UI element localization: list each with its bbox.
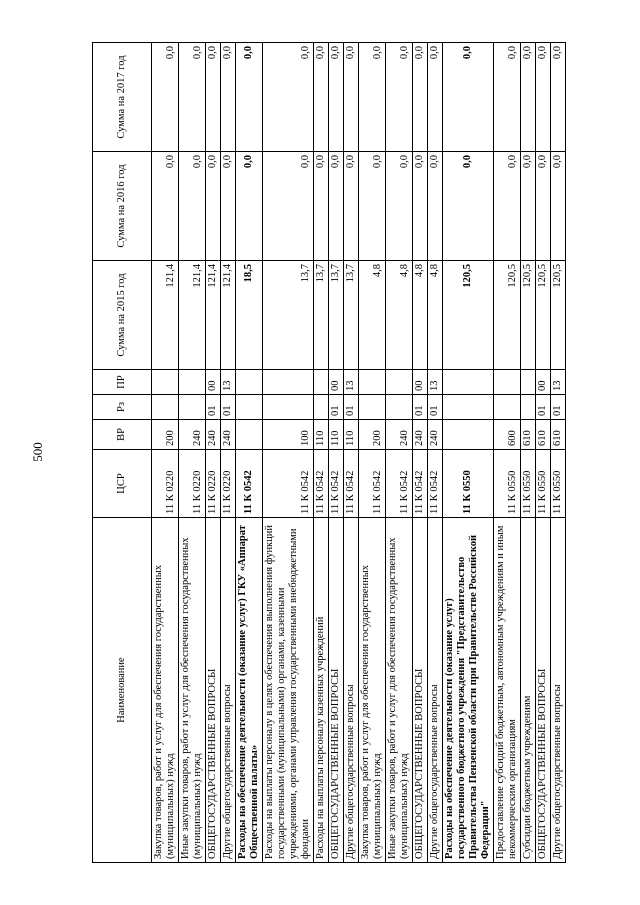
table-row (206, 43, 221, 863)
cell-pr (494, 370, 521, 395)
cell-csr: 11 К 0550 (443, 450, 494, 518)
cell-csr: 11 К 0550 (494, 450, 521, 518)
cell-sum-2017: 0,0 (236, 43, 263, 152)
cell-csr: 11 К 0220 (206, 450, 221, 518)
cell-sum-2015: 120,5 (536, 261, 551, 370)
cell-name: Закупка товаров, работ и услуг для обеспечения государственных (муниципальных) нужд (152, 518, 179, 863)
cell-sum-2017: 0,0 (386, 43, 413, 152)
cell-vr (236, 420, 263, 450)
cell-sum-2015: 120,5 (551, 261, 566, 370)
cell-vr: 100 (263, 420, 314, 450)
cell-csr: 11 К 0550 (536, 450, 551, 518)
cell-sum-2016: 0,0 (179, 152, 206, 261)
cell-sum-2015: 120,5 (443, 261, 494, 370)
cell-sum-2017: 0,0 (494, 43, 521, 152)
cell-name: ОБЩЕГОСУДАРСТВЕННЫЕ ВОПРОСЫ (329, 518, 344, 863)
cell-vr: 200 (152, 420, 179, 450)
table-row (443, 43, 494, 863)
cell-sum-2016: 0,0 (263, 152, 314, 261)
cell-csr: 11 К 0542 (413, 450, 428, 518)
cell-sum-2017: 0,0 (329, 43, 344, 152)
cell-name: Другие общегосударственные вопросы (221, 518, 236, 863)
cell-sum-2015: 4,8 (413, 261, 428, 370)
cell-csr: 11 К 0220 (152, 450, 179, 518)
cell-sum-2016: 0,0 (428, 152, 443, 261)
cell-vr: 240 (206, 420, 221, 450)
cell-sum-2015: 13,7 (314, 261, 329, 370)
cell-pr (443, 370, 494, 395)
table-row (386, 43, 413, 863)
cell-sum-2017: 0,0 (551, 43, 566, 152)
cell-rz: 01 (413, 395, 428, 420)
cell-csr: 11 К 0220 (179, 450, 206, 518)
cell-csr: 11 К 0542 (359, 450, 386, 518)
cell-sum-2016: 0,0 (521, 152, 536, 261)
cell-vr (443, 420, 494, 450)
cell-sum-2017: 0,0 (521, 43, 536, 152)
cell-csr: 11 К 0542 (428, 450, 443, 518)
cell-sum-2016: 0,0 (494, 152, 521, 261)
table-row (329, 43, 344, 863)
table-row (413, 43, 428, 863)
cell-vr: 110 (314, 420, 329, 450)
cell-rz (152, 395, 179, 420)
cell-rz: 01 (344, 395, 359, 420)
cell-sum-2017: 0,0 (344, 43, 359, 152)
header-sum-2016: Сумма на 2016 год (93, 152, 152, 261)
cell-name: Другие общегосударственные вопросы (428, 518, 443, 863)
table-row (344, 43, 359, 863)
cell-vr: 240 (386, 420, 413, 450)
cell-rz (521, 395, 536, 420)
header-sum-2017: Сумма на 2017 год (93, 43, 152, 152)
cell-sum-2017: 0,0 (152, 43, 179, 152)
cell-sum-2015: 4,8 (359, 261, 386, 370)
cell-sum-2017: 0,0 (443, 43, 494, 152)
cell-vr: 110 (329, 420, 344, 450)
cell-sum-2017: 0,0 (359, 43, 386, 152)
cell-sum-2015: 13,7 (329, 261, 344, 370)
cell-sum-2017: 0,0 (263, 43, 314, 152)
cell-sum-2015: 120,5 (521, 261, 536, 370)
cell-csr: 11 К 0542 (236, 450, 263, 518)
cell-sum-2017: 0,0 (413, 43, 428, 152)
cell-name: Иные закупки товаров, работ и услуг для обеспечения государственных (муниципальных) нужд (386, 518, 413, 863)
cell-pr: 00 (413, 370, 428, 395)
table-body (152, 43, 566, 863)
cell-sum-2017: 0,0 (536, 43, 551, 152)
cell-name: Предоставление субсидий бюджетным, автономным учреждениям и иным некоммерческим организациям (494, 518, 521, 863)
cell-vr: 600 (494, 420, 521, 450)
cell-pr: 13 (344, 370, 359, 395)
cell-pr (314, 370, 329, 395)
cell-sum-2017: 0,0 (179, 43, 206, 152)
cell-sum-2015: 13,7 (263, 261, 314, 370)
table-row (521, 43, 536, 863)
cell-vr: 240 (179, 420, 206, 450)
cell-pr: 13 (221, 370, 236, 395)
cell-name: Расходы на обеспечение деятельности (оказание услуг) ГКУ «Аппарат Общественной палаты» (236, 518, 263, 863)
cell-vr: 610 (521, 420, 536, 450)
header-name: Наименование (93, 518, 152, 863)
table-row (359, 43, 386, 863)
page-number: 500 (30, 442, 45, 462)
cell-rz (236, 395, 263, 420)
cell-sum-2016: 0,0 (413, 152, 428, 261)
cell-vr: 240 (221, 420, 236, 450)
cell-csr: 11 К 0542 (329, 450, 344, 518)
cell-name: ОБЩЕГОСУДАРСТВЕННЫЕ ВОПРОСЫ (536, 518, 551, 863)
cell-rz (179, 395, 206, 420)
cell-sum-2016: 0,0 (329, 152, 344, 261)
cell-pr (179, 370, 206, 395)
cell-csr: 11 К 0220 (221, 450, 236, 518)
cell-csr: 11 К 0550 (551, 450, 566, 518)
cell-name: ОБЩЕГОСУДАРСТВЕННЫЕ ВОПРОСЫ (413, 518, 428, 863)
table-row (551, 43, 566, 863)
cell-name: Другие общегосударственные вопросы (344, 518, 359, 863)
cell-rz: 01 (536, 395, 551, 420)
cell-sum-2015: 13,7 (344, 261, 359, 370)
table-row (536, 43, 551, 863)
cell-pr (521, 370, 536, 395)
cell-pr (386, 370, 413, 395)
header-csr: ЦСР (93, 450, 152, 518)
table-row (428, 43, 443, 863)
table-row (221, 43, 236, 863)
cell-name: Другие общегосударственные вопросы (551, 518, 566, 863)
budget-table (92, 42, 566, 863)
cell-sum-2015: 18,5 (236, 261, 263, 370)
cell-csr: 11 К 0550 (521, 450, 536, 518)
cell-vr: 610 (551, 420, 566, 450)
header-sum-2015: Сумма на 2015 год (93, 261, 152, 370)
cell-csr: 11 К 0542 (386, 450, 413, 518)
cell-pr (359, 370, 386, 395)
table-row (314, 43, 329, 863)
cell-name: Закупка товаров, работ и услуг для обеспечения государственных (муниципальных) нужд (359, 518, 386, 863)
table-row (152, 43, 179, 863)
cell-csr: 11 К 0542 (263, 450, 314, 518)
cell-sum-2017: 0,0 (206, 43, 221, 152)
cell-sum-2016: 0,0 (221, 152, 236, 261)
cell-rz (314, 395, 329, 420)
cell-rz (386, 395, 413, 420)
cell-sum-2016: 0,0 (206, 152, 221, 261)
table-row (236, 43, 263, 863)
cell-vr: 110 (344, 420, 359, 450)
cell-sum-2016: 0,0 (152, 152, 179, 261)
cell-sum-2015: 121,4 (221, 261, 236, 370)
cell-sum-2016: 0,0 (359, 152, 386, 261)
cell-pr: 00 (536, 370, 551, 395)
cell-vr: 240 (413, 420, 428, 450)
cell-rz (443, 395, 494, 420)
cell-sum-2016: 0,0 (236, 152, 263, 261)
cell-pr (152, 370, 179, 395)
cell-vr: 240 (428, 420, 443, 450)
cell-pr (236, 370, 263, 395)
cell-vr: 200 (359, 420, 386, 450)
cell-sum-2015: 4,8 (428, 261, 443, 370)
cell-rz (359, 395, 386, 420)
cell-sum-2015: 4,8 (386, 261, 413, 370)
cell-sum-2015: 120,5 (494, 261, 521, 370)
cell-pr: 13 (428, 370, 443, 395)
cell-sum-2016: 0,0 (386, 152, 413, 261)
header-rz: Рз (93, 395, 152, 420)
table-row (494, 43, 521, 863)
cell-sum-2015: 121,4 (206, 261, 221, 370)
cell-vr: 610 (536, 420, 551, 450)
cell-name: Субсидии бюджетным учреждениям (521, 518, 536, 863)
table-header-row (93, 43, 152, 863)
cell-name: Расходы на выплаты персоналу в целях обеспечения выполнения функций государственными (муниципальными) органами, казенными учреждениями, органами управления государственными внебюджетными фондами (263, 518, 314, 863)
cell-pr: 00 (329, 370, 344, 395)
cell-sum-2015: 121,4 (152, 261, 179, 370)
cell-pr (263, 370, 314, 395)
cell-sum-2017: 0,0 (314, 43, 329, 152)
cell-name: Иные закупки товаров, работ и услуг для обеспечения государственных (муниципальных) нужд (179, 518, 206, 863)
cell-name: ОБЩЕГОСУДАРСТВЕННЫЕ ВОПРОСЫ (206, 518, 221, 863)
cell-name: Расходы на выплаты персоналу казенных учреждений (314, 518, 329, 863)
cell-rz: 01 (428, 395, 443, 420)
cell-sum-2017: 0,0 (428, 43, 443, 152)
cell-name: Расходы на обеспечение деятельности (оказание услуг) государственного бюджетного учреждения "Представительство Правительства Пензенской области при Правительстве Российской Федерации" (443, 518, 494, 863)
cell-pr: 13 (551, 370, 566, 395)
cell-rz (263, 395, 314, 420)
header-vr: ВР (93, 420, 152, 450)
cell-sum-2016: 0,0 (344, 152, 359, 261)
cell-sum-2016: 0,0 (314, 152, 329, 261)
cell-sum-2015: 121,4 (179, 261, 206, 370)
cell-sum-2016: 0,0 (551, 152, 566, 261)
cell-csr: 11 К 0542 (344, 450, 359, 518)
cell-sum-2017: 0,0 (221, 43, 236, 152)
cell-rz: 01 (551, 395, 566, 420)
cell-sum-2016: 0,0 (443, 152, 494, 261)
budget-table-container (92, 43, 612, 863)
cell-pr: 00 (206, 370, 221, 395)
cell-rz: 01 (329, 395, 344, 420)
cell-csr: 11 К 0542 (314, 450, 329, 518)
header-pr: ПР (93, 370, 152, 395)
table-row (263, 43, 314, 863)
cell-rz: 01 (221, 395, 236, 420)
cell-sum-2016: 0,0 (536, 152, 551, 261)
cell-rz: 01 (206, 395, 221, 420)
table-row (179, 43, 206, 863)
cell-rz (494, 395, 521, 420)
